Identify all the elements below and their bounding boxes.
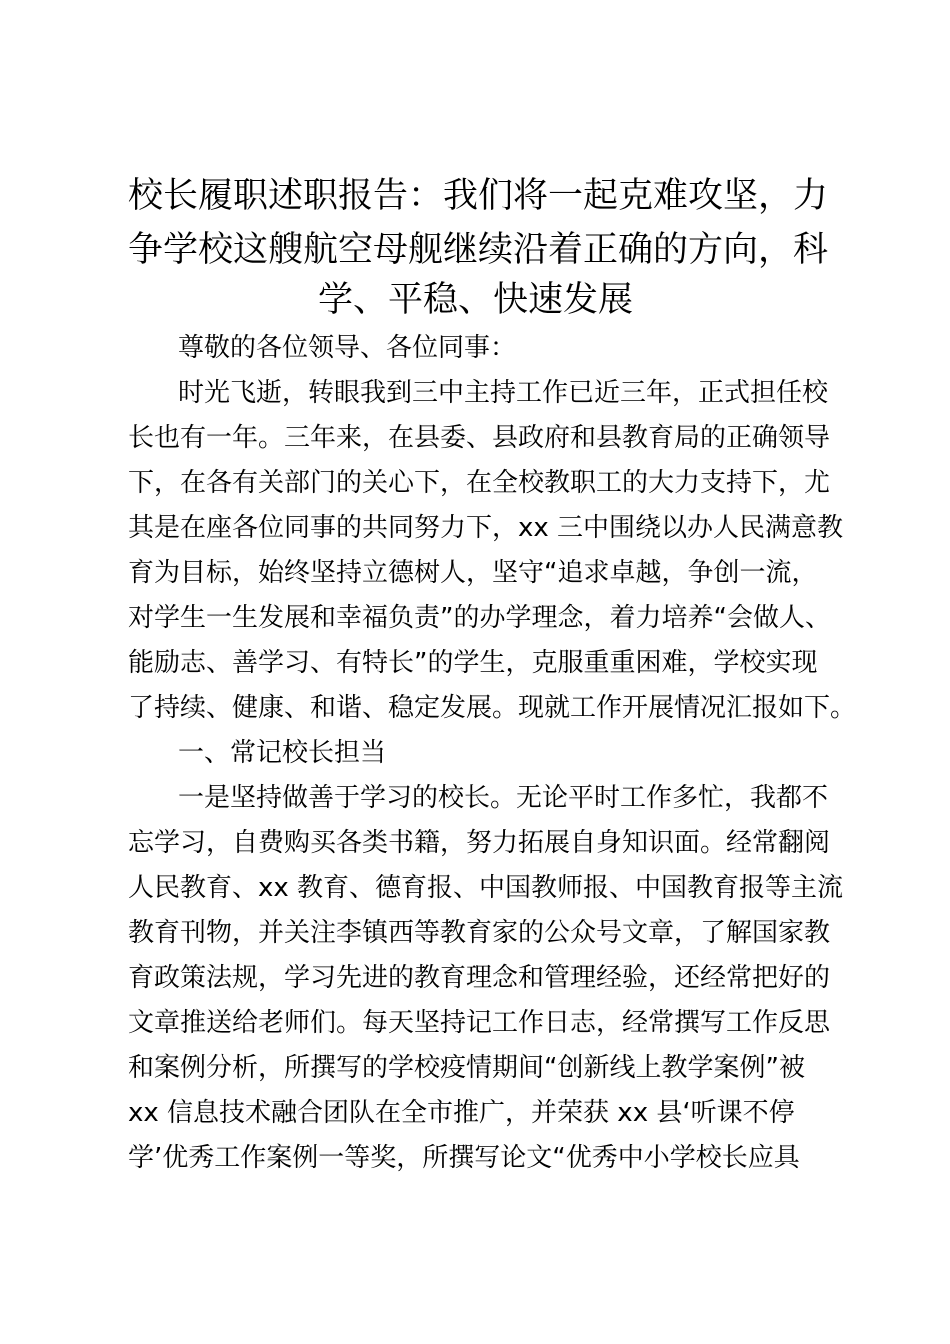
- body-line-15: 和案例分析，所撰写的学校疫情期间“创新线上教学案例”被: [128, 1053, 805, 1083]
- body-line-11: 人民教育、xx 教育、德育报、中国教师报、中国教育报等主流: [128, 873, 844, 903]
- document-title-line-1: 校长履职述职报告：我们将一起克难攻坚，力: [128, 176, 829, 216]
- body-line-17: 学’优秀工作案例一等奖，所撰写论文“优秀中小学校长应具: [128, 1143, 800, 1173]
- body-line-7: 能励志、善学习、有特长”的学生，克服重重困难，学校实现: [128, 648, 818, 678]
- document-title-line-3: 学、平稳、快速发展: [318, 280, 634, 320]
- body-line-3: 下，在各有关部门的关心下，在全校教职工的大力支持下，尤: [128, 468, 831, 498]
- body-line-9: 一是坚持做善于学习的校长。无论平时工作多忙，我都不: [178, 783, 829, 813]
- body-line-10: 忘学习，自费购买各类书籍，努力拓展自身知识面。经常翻阅: [128, 828, 831, 858]
- body-line-16: xx 信息技术融合团队在全市推广，并荣获 xx 县‘听课不停: [128, 1098, 795, 1128]
- section-heading: 一、常记校长担当: [178, 738, 387, 768]
- salutation: 尊敬的各位领导、各位同事：: [178, 333, 517, 363]
- body-line-1: 时光飞逝，转眼我到三中主持工作已近三年，正式担任校: [178, 378, 829, 408]
- body-line-12: 教育刊物，并关注李镇西等教育家的公众号文章，了解国家教: [128, 918, 831, 948]
- body-line-2: 长也有一年。三年来，在县委、县政府和县教育局的正确领导: [128, 423, 831, 453]
- body-line-4: 其是在座各位同事的共同努力下，xx 三中围绕以办人民满意教: [128, 513, 844, 543]
- body-line-6: 对学生一生发展和幸福负责”的办学理念，着力培养“会做人、: [128, 603, 831, 633]
- body-line-13: 育政策法规，学习先进的教育理念和管理经验，还经常把好的: [128, 963, 831, 993]
- body-line-8: 了持续、健康、和谐、稳定发展。现就工作开展情况汇报如下。: [128, 693, 857, 723]
- body-line-14: 文章推送给老师们。每天坚持记工作日志，经常撰写工作反思: [128, 1008, 831, 1038]
- document-title-line-2: 争学校这艘航空母舰继续沿着正确的方向，科: [128, 230, 829, 270]
- body-line-5: 育为目标，始终坚持立德树人，坚守“追求卓越，争创一流，: [128, 558, 818, 588]
